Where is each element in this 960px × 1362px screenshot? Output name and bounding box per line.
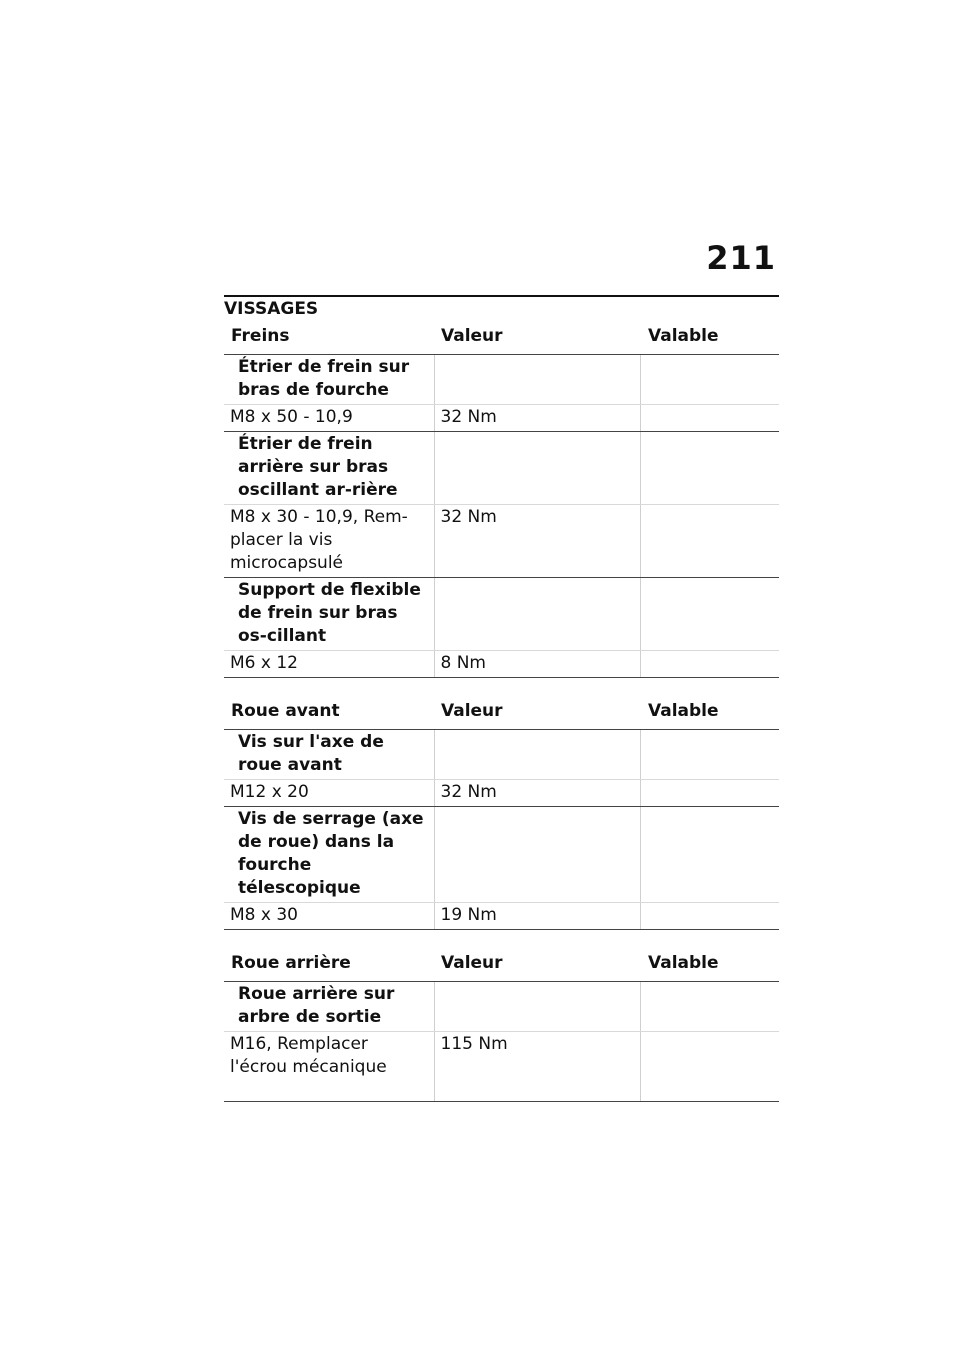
table-row <box>224 730 779 780</box>
column-header-value: Valeur <box>434 322 640 355</box>
table-row <box>224 432 779 505</box>
table-row <box>224 355 779 405</box>
brakes-table <box>224 322 779 678</box>
table-row <box>224 982 779 1032</box>
item-label: Roue arrière sur arbre de sortie <box>238 984 395 1027</box>
spec-cell: M8 x 30 - 10,9, Rem-placer la vis microcapsulé <box>224 505 434 578</box>
table-row <box>224 505 779 578</box>
table-row <box>224 807 779 903</box>
value-cell: 115 Nm <box>434 1032 640 1102</box>
value-cell: 19 Nm <box>434 903 640 930</box>
item-label: Étrier de frein arrière sur bras oscillant ar-rière <box>238 434 398 500</box>
front-wheel-table <box>224 697 779 930</box>
column-header-valid: Valable <box>640 949 779 982</box>
valid-cell <box>640 405 779 432</box>
item-label: Support de flexible de frein sur bras os-cillant <box>238 580 421 646</box>
column-header-component: Roue arrière <box>224 949 434 982</box>
column-header-value: Valeur <box>434 949 640 982</box>
table-header-row <box>224 949 779 982</box>
spec-cell: M6 x 12 <box>224 651 434 678</box>
rear-wheel-table <box>224 949 779 1102</box>
page-number: 211 <box>706 239 776 277</box>
table-header-row <box>224 322 779 355</box>
table-row <box>224 903 779 930</box>
column-header-value: Valeur <box>434 697 640 730</box>
spec-cell: M16, Remplacer l'écrou mécanique <box>224 1032 434 1102</box>
value-cell: 32 Nm <box>434 405 640 432</box>
valid-cell <box>640 651 779 678</box>
spec-cell: M12 x 20 <box>224 780 434 807</box>
column-header-component: Freins <box>224 322 434 355</box>
table-header-row <box>224 697 779 730</box>
spec-cell: M8 x 50 - 10,9 <box>224 405 434 432</box>
spec-cell: M8 x 30 <box>224 903 434 930</box>
torque-tables <box>224 322 779 1102</box>
valid-cell <box>640 1032 779 1102</box>
column-header-valid: Valable <box>640 697 779 730</box>
valid-cell <box>640 903 779 930</box>
column-header-component: Roue avant <box>224 697 434 730</box>
table-row <box>224 1032 779 1102</box>
item-label: Vis de serrage (axe de roue) dans la fourche télescopique <box>238 809 424 898</box>
value-cell: 32 Nm <box>434 505 640 578</box>
column-header-valid: Valable <box>640 322 779 355</box>
section-title: VISSAGES <box>224 299 319 319</box>
value-cell: 8 Nm <box>434 651 640 678</box>
value-cell: 32 Nm <box>434 780 640 807</box>
section-divider <box>224 295 779 297</box>
valid-cell <box>640 780 779 807</box>
table-row <box>224 405 779 432</box>
table-row <box>224 578 779 651</box>
table-row <box>224 780 779 807</box>
item-label: Vis sur l'axe de roue avant <box>238 732 384 775</box>
table-row <box>224 651 779 678</box>
valid-cell <box>640 505 779 578</box>
item-label: Étrier de frein sur bras de fourche <box>238 357 410 400</box>
